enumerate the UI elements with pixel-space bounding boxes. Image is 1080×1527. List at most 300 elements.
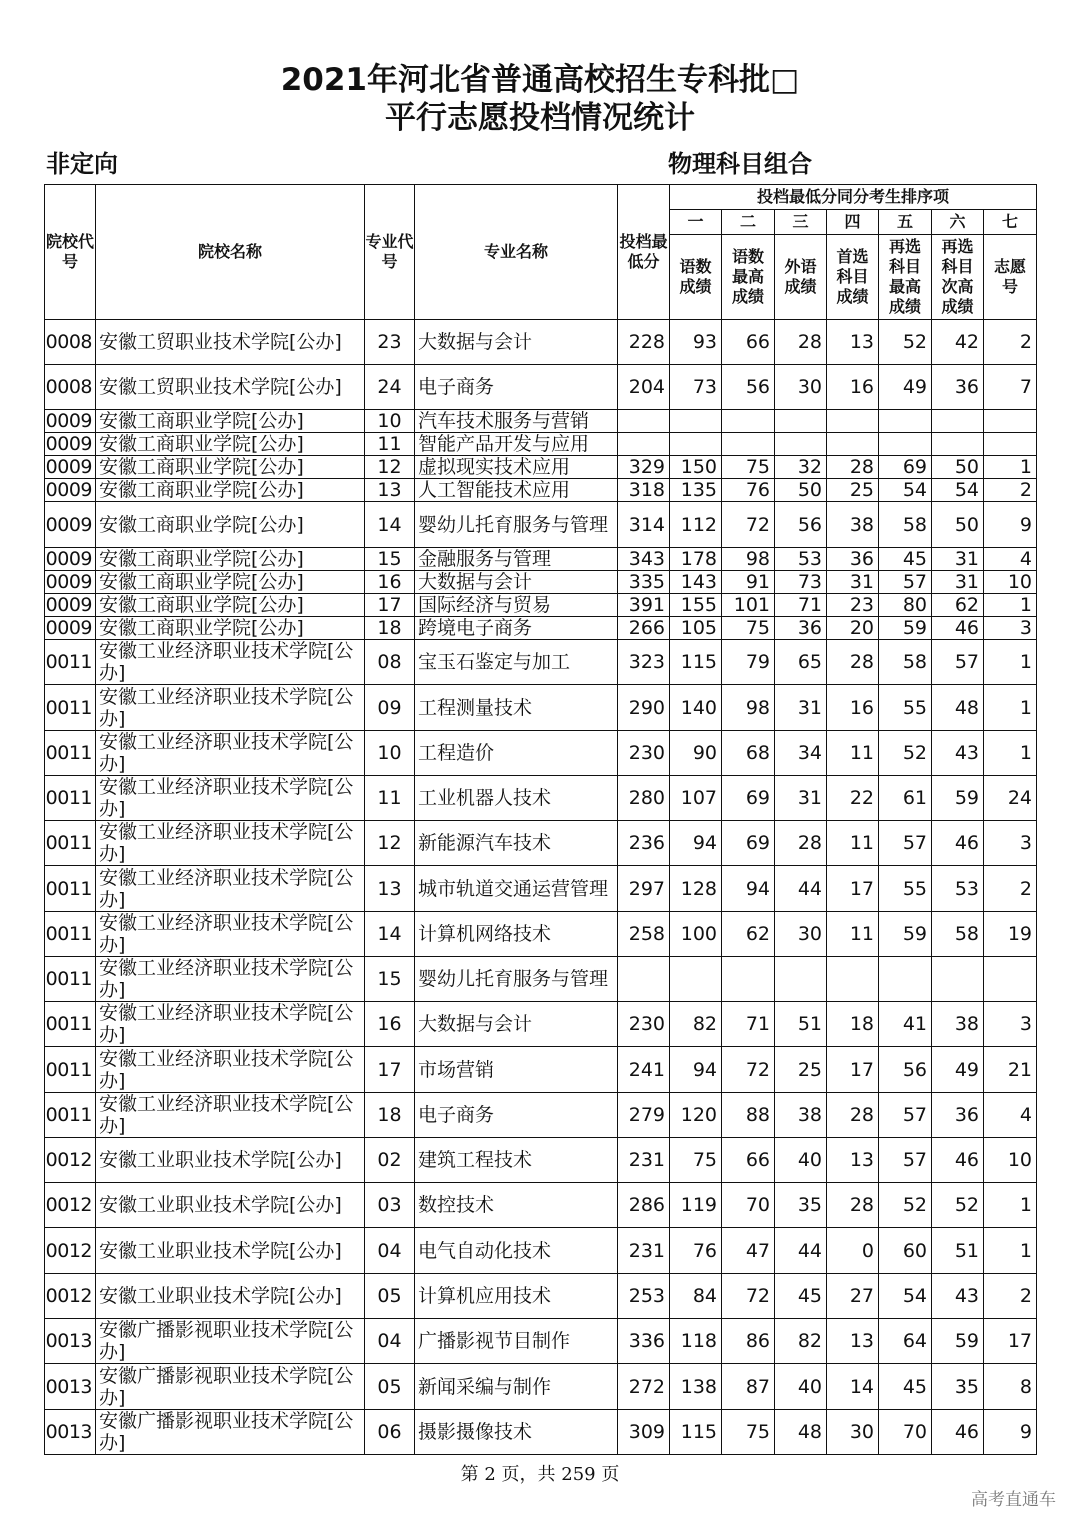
table-row [45,571,1037,594]
cell-school-code: 0011 [45,685,96,731]
cell-min-score: 343 [618,548,670,571]
cell-tiebreak-5: 55 [879,866,932,912]
cell-tiebreak-1: 94 [670,821,722,866]
cell-tiebreak-3 [775,957,827,1002]
cell-school-name: 安徽广播影视职业技术学院[公办] [96,1410,365,1455]
cell-school-name: 安徽工商职业学院[公办] [96,410,365,433]
cell-major-code: 10 [365,410,415,433]
cell-tiebreak-2: 66 [722,320,775,365]
cell-tiebreak-4: 23 [827,594,879,617]
cell-tiebreak-3: 38 [775,1093,827,1138]
cell-tiebreak-3: 28 [775,821,827,866]
cell-min-score: 290 [618,685,670,731]
table-row [45,912,1037,957]
cell-school-code: 0011 [45,776,96,821]
cell-major-code: 12 [365,456,415,479]
watermark: 高考直通车 [971,1490,1056,1510]
cell-tiebreak-6: 31 [932,548,984,571]
cell-tiebreak-3: 34 [775,731,827,776]
category-label: 非定向 [46,150,118,178]
cell-tiebreak-4 [827,957,879,1002]
cell-tiebreak-3: 31 [775,776,827,821]
cell-major-name: 国际经济与贸易 [415,594,618,617]
table-row [45,365,1037,410]
table-row [45,1138,1037,1183]
cell-major-code: 10 [365,731,415,776]
header-tiebreak-num: 五 [879,210,932,235]
cell-tiebreak-1: 76 [670,1228,722,1274]
table-row [45,1183,1037,1228]
cell-tiebreak-6: 49 [932,1047,984,1093]
cell-school-name: 安徽工业职业技术学院[公办] [96,1274,365,1319]
page-footer: 第 2 页，共 259 页 [460,1464,620,1485]
cell-min-score: 231 [618,1138,670,1183]
cell-school-name: 安徽工商职业学院[公办] [96,479,365,502]
cell-min-score: 253 [618,1274,670,1319]
cell-major-code: 16 [365,1002,415,1047]
cell-tiebreak-6: 36 [932,1093,984,1138]
cell-school-name: 安徽工业经济职业技术学院[公办] [96,1002,365,1047]
cell-major-code: 03 [365,1183,415,1228]
header-tiebreak-num: 七 [984,210,1037,235]
cell-major-code: 05 [365,1364,415,1410]
header-min-score: 投档最低分 [618,185,670,320]
cell-school-name: 安徽工业经济职业技术学院[公办] [96,912,365,957]
cell-min-score: 329 [618,456,670,479]
cell-tiebreak-6: 53 [932,866,984,912]
table-row [45,640,1037,685]
cell-tiebreak-6: 57 [932,640,984,685]
cell-tiebreak-1: 82 [670,1002,722,1047]
cell-min-score: 266 [618,617,670,640]
cell-tiebreak-1: 138 [670,1364,722,1410]
cell-tiebreak-1: 105 [670,617,722,640]
cell-tiebreak-2: 86 [722,1319,775,1364]
cell-tiebreak-2 [722,957,775,1002]
cell-tiebreak-1: 115 [670,1410,722,1455]
cell-school-name: 安徽工商职业学院[公办] [96,433,365,456]
cell-tiebreak-6 [932,410,984,433]
cell-tiebreak-7 [984,433,1037,456]
cell-school-code: 0013 [45,1410,96,1455]
cell-tiebreak-1: 155 [670,594,722,617]
cell-tiebreak-6: 46 [932,1138,984,1183]
cell-tiebreak-2: 79 [722,640,775,685]
cell-min-score [618,957,670,1002]
cell-school-name: 安徽工业经济职业技术学院[公办] [96,1093,365,1138]
cell-major-name: 计算机应用技术 [415,1274,618,1319]
cell-tiebreak-6: 36 [932,365,984,410]
cell-tiebreak-2: 71 [722,1002,775,1047]
cell-major-name: 婴幼儿托育服务与管理 [415,957,618,1002]
header-tiebreak-num: 二 [722,210,775,235]
header-tiebreak-num: 四 [827,210,879,235]
cell-tiebreak-7 [984,957,1037,1002]
cell-tiebreak-7: 10 [984,571,1037,594]
cell-tiebreak-5: 64 [879,1319,932,1364]
cell-tiebreak-4: 11 [827,731,879,776]
cell-tiebreak-1: 94 [670,1047,722,1093]
cell-major-code: 14 [365,502,415,548]
cell-school-name: 安徽工商职业学院[公办] [96,571,365,594]
cell-tiebreak-7: 4 [984,548,1037,571]
cell-major-code: 16 [365,571,415,594]
cell-tiebreak-4: 18 [827,1002,879,1047]
cell-major-code: 18 [365,1093,415,1138]
cell-tiebreak-3 [775,433,827,456]
cell-min-score [618,433,670,456]
cell-major-name: 工程测量技术 [415,685,618,731]
cell-min-score: 241 [618,1047,670,1093]
cell-tiebreak-2: 87 [722,1364,775,1410]
cell-tiebreak-6: 58 [932,912,984,957]
cell-tiebreak-5: 57 [879,821,932,866]
cell-tiebreak-2 [722,433,775,456]
cell-tiebreak-2: 69 [722,821,775,866]
cell-school-code: 0009 [45,433,96,456]
cell-school-code: 0013 [45,1364,96,1410]
cell-tiebreak-7: 3 [984,821,1037,866]
cell-tiebreak-2: 72 [722,1274,775,1319]
cell-major-code: 04 [365,1319,415,1364]
cell-major-code: 11 [365,776,415,821]
table-row [45,1364,1037,1410]
cell-min-score: 318 [618,479,670,502]
cell-tiebreak-3: 28 [775,320,827,365]
cell-tiebreak-5 [879,433,932,456]
cell-school-name: 安徽广播影视职业技术学院[公办] [96,1319,365,1364]
table-row [45,731,1037,776]
cell-tiebreak-3 [775,410,827,433]
cell-min-score: 335 [618,571,670,594]
cell-tiebreak-5: 49 [879,365,932,410]
cell-tiebreak-2: 76 [722,479,775,502]
cell-tiebreak-2: 98 [722,685,775,731]
cell-major-name: 婴幼儿托育服务与管理 [415,502,618,548]
cell-major-code: 23 [365,320,415,365]
header-tiebreak-label: 志愿号 [984,235,1037,320]
cell-school-name: 安徽工业职业技术学院[公办] [96,1228,365,1274]
cell-min-score: 228 [618,320,670,365]
cell-tiebreak-4: 11 [827,821,879,866]
cell-tiebreak-2: 75 [722,617,775,640]
cell-school-name: 安徽工业经济职业技术学院[公办] [96,640,365,685]
cell-tiebreak-1: 93 [670,320,722,365]
cell-min-score: 272 [618,1364,670,1410]
cell-school-code: 0009 [45,548,96,571]
cell-tiebreak-3: 50 [775,479,827,502]
cell-tiebreak-5: 57 [879,1138,932,1183]
cell-school-name: 安徽工贸职业技术学院[公办] [96,365,365,410]
cell-major-name: 虚拟现实技术应用 [415,456,618,479]
header-tiebreak-num: 六 [932,210,984,235]
cell-tiebreak-2: 72 [722,1047,775,1093]
cell-tiebreak-4: 31 [827,571,879,594]
cell-min-score: 279 [618,1093,670,1138]
table-row [45,1228,1037,1274]
cell-tiebreak-3: 53 [775,548,827,571]
cell-tiebreak-5: 60 [879,1228,932,1274]
cell-tiebreak-2: 75 [722,1410,775,1455]
cell-school-code: 0012 [45,1138,96,1183]
cell-tiebreak-6 [932,957,984,1002]
cell-tiebreak-4: 25 [827,479,879,502]
cell-school-code: 0012 [45,1183,96,1228]
cell-tiebreak-2: 66 [722,1138,775,1183]
cell-major-code: 05 [365,1274,415,1319]
header-tiebreak-label: 首选科目成绩 [827,235,879,320]
cell-tiebreak-6: 62 [932,594,984,617]
cell-tiebreak-1: 150 [670,456,722,479]
cell-tiebreak-1: 73 [670,365,722,410]
cell-tiebreak-1: 178 [670,548,722,571]
cell-school-code: 0011 [45,866,96,912]
header-school-code: 院校代号 [45,185,96,320]
table-row [45,821,1037,866]
cell-tiebreak-7: 21 [984,1047,1037,1093]
cell-tiebreak-1: 135 [670,479,722,502]
cell-major-name: 电子商务 [415,1093,618,1138]
header-tiebreak-label: 再选科目次高成绩 [932,235,984,320]
cell-school-name: 安徽工业经济职业技术学院[公办] [96,957,365,1002]
table-row [45,502,1037,548]
cell-tiebreak-7: 10 [984,1138,1037,1183]
cell-tiebreak-3: 48 [775,1410,827,1455]
cell-school-code: 0012 [45,1274,96,1319]
cell-tiebreak-4: 17 [827,1047,879,1093]
cell-tiebreak-7: 3 [984,617,1037,640]
cell-tiebreak-5: 57 [879,1093,932,1138]
cell-tiebreak-1 [670,410,722,433]
cell-tiebreak-6: 35 [932,1364,984,1410]
cell-tiebreak-3: 56 [775,502,827,548]
cell-major-name: 新闻采编与制作 [415,1364,618,1410]
cell-school-name: 安徽工业经济职业技术学院[公办] [96,776,365,821]
cell-major-name: 城市轨道交通运营管理 [415,866,618,912]
cell-tiebreak-6: 48 [932,685,984,731]
cell-min-score: 230 [618,731,670,776]
table-row [45,957,1037,1002]
cell-tiebreak-5: 56 [879,1047,932,1093]
cell-school-name: 安徽工业经济职业技术学院[公办] [96,821,365,866]
cell-school-name: 安徽工贸职业技术学院[公办] [96,320,365,365]
cell-tiebreak-4: 14 [827,1364,879,1410]
cell-tiebreak-3: 82 [775,1319,827,1364]
cell-school-name: 安徽工业经济职业技术学院[公办] [96,731,365,776]
cell-tiebreak-4: 22 [827,776,879,821]
cell-major-name: 市场营销 [415,1047,618,1093]
cell-school-name: 安徽工业经济职业技术学院[公办] [96,685,365,731]
cell-tiebreak-4: 27 [827,1274,879,1319]
cell-tiebreak-6: 54 [932,479,984,502]
cell-tiebreak-1: 115 [670,640,722,685]
title-line-1: 2021年河北省普通高校招生专科批□ [280,62,800,98]
cell-tiebreak-3: 73 [775,571,827,594]
cell-school-name: 安徽工商职业学院[公办] [96,617,365,640]
cell-school-code: 0011 [45,731,96,776]
subject-combination-label: 物理科目组合 [668,150,812,178]
cell-tiebreak-3: 71 [775,594,827,617]
cell-tiebreak-1: 90 [670,731,722,776]
cell-tiebreak-4 [827,410,879,433]
cell-tiebreak-1: 143 [670,571,722,594]
header-tiebreak-label: 语数最高成绩 [722,235,775,320]
cell-tiebreak-4: 28 [827,1183,879,1228]
cell-major-name: 大数据与会计 [415,571,618,594]
cell-tiebreak-1: 107 [670,776,722,821]
cell-tiebreak-6: 51 [932,1228,984,1274]
cell-tiebreak-7: 9 [984,502,1037,548]
cell-tiebreak-2: 68 [722,731,775,776]
cell-tiebreak-7: 2 [984,479,1037,502]
cell-tiebreak-5: 69 [879,456,932,479]
title-line-2: 平行志愿投档情况统计 [385,100,695,136]
table-row [45,479,1037,502]
cell-school-name: 安徽广播影视职业技术学院[公办] [96,1364,365,1410]
cell-tiebreak-5: 58 [879,640,932,685]
table-header [45,185,1037,320]
cell-min-score: 309 [618,1410,670,1455]
cell-tiebreak-4: 16 [827,685,879,731]
cell-tiebreak-7: 1 [984,731,1037,776]
cell-tiebreak-5: 57 [879,571,932,594]
cell-tiebreak-3: 25 [775,1047,827,1093]
cell-tiebreak-4: 11 [827,912,879,957]
cell-tiebreak-7: 1 [984,456,1037,479]
table-row [45,433,1037,456]
cell-major-name: 智能产品开发与应用 [415,433,618,456]
cell-tiebreak-4: 17 [827,866,879,912]
cell-tiebreak-2: 101 [722,594,775,617]
cell-tiebreak-6: 46 [932,821,984,866]
cell-tiebreak-6: 31 [932,571,984,594]
cell-tiebreak-7 [984,410,1037,433]
cell-school-name: 安徽工商职业学院[公办] [96,548,365,571]
cell-school-code: 0008 [45,320,96,365]
cell-tiebreak-5 [879,410,932,433]
cell-tiebreak-3: 40 [775,1364,827,1410]
cell-major-code: 14 [365,912,415,957]
cell-tiebreak-5: 52 [879,320,932,365]
table-row [45,1319,1037,1364]
header-school-name: 院校名称 [96,185,365,320]
cell-tiebreak-1 [670,433,722,456]
cell-tiebreak-5: 59 [879,617,932,640]
table-row [45,1093,1037,1138]
table-row [45,1274,1037,1319]
cell-tiebreak-1: 112 [670,502,722,548]
cell-tiebreak-2: 94 [722,866,775,912]
cell-min-score: 336 [618,1319,670,1364]
table-row [45,1047,1037,1093]
cell-tiebreak-4: 13 [827,1319,879,1364]
cell-tiebreak-3: 35 [775,1183,827,1228]
cell-major-name: 电气自动化技术 [415,1228,618,1274]
cell-tiebreak-6: 46 [932,617,984,640]
cell-tiebreak-7: 1 [984,640,1037,685]
cell-major-name: 建筑工程技术 [415,1138,618,1183]
cell-tiebreak-7: 1 [984,1183,1037,1228]
cell-major-name: 工业机器人技术 [415,776,618,821]
cell-tiebreak-1: 119 [670,1183,722,1228]
cell-tiebreak-5: 45 [879,1364,932,1410]
header-tiebreak-num: 三 [775,210,827,235]
cell-major-code: 15 [365,957,415,1002]
cell-tiebreak-5: 59 [879,912,932,957]
header-major-code: 专业代号 [365,185,415,320]
cell-major-code: 04 [365,1228,415,1274]
cell-school-code: 0009 [45,456,96,479]
cell-tiebreak-2: 91 [722,571,775,594]
header-tiebreak-group: 投档最低分同分考生排序项 [670,185,1037,210]
cell-school-code: 0008 [45,365,96,410]
cell-school-code: 0009 [45,479,96,502]
cell-tiebreak-5: 41 [879,1002,932,1047]
cell-min-score: 230 [618,1002,670,1047]
cell-tiebreak-2: 47 [722,1228,775,1274]
cell-major-name: 数控技术 [415,1183,618,1228]
cell-tiebreak-6: 52 [932,1183,984,1228]
cell-school-code: 0011 [45,912,96,957]
table-row [45,1410,1037,1455]
cell-major-code: 13 [365,866,415,912]
cell-major-name: 宝玉石鉴定与加工 [415,640,618,685]
cell-tiebreak-6: 43 [932,731,984,776]
cell-min-score [618,410,670,433]
cell-tiebreak-3: 65 [775,640,827,685]
cell-tiebreak-5: 80 [879,594,932,617]
cell-tiebreak-5: 52 [879,1183,932,1228]
cell-school-code: 0011 [45,640,96,685]
cell-school-code: 0011 [45,821,96,866]
cell-tiebreak-5: 54 [879,1274,932,1319]
cell-major-code: 17 [365,594,415,617]
cell-tiebreak-7: 19 [984,912,1037,957]
header-major-name: 专业名称 [415,185,618,320]
cell-school-code: 0009 [45,571,96,594]
cell-tiebreak-7: 17 [984,1319,1037,1364]
cell-tiebreak-4: 28 [827,1093,879,1138]
header-tiebreak-label: 语数成绩 [670,235,722,320]
cell-tiebreak-2 [722,410,775,433]
cell-tiebreak-2: 98 [722,548,775,571]
cell-tiebreak-6: 50 [932,502,984,548]
table-body [45,320,1037,1455]
cell-tiebreak-3: 40 [775,1138,827,1183]
cell-major-code: 12 [365,821,415,866]
cell-major-code: 15 [365,548,415,571]
header-tiebreak-num: 一 [670,210,722,235]
cell-major-code: 24 [365,365,415,410]
cell-min-score: 391 [618,594,670,617]
cell-major-code: 09 [365,685,415,731]
cell-school-code: 0011 [45,1002,96,1047]
table-row [45,866,1037,912]
cell-school-name: 安徽工业经济职业技术学院[公办] [96,1047,365,1093]
cell-major-code: 06 [365,1410,415,1455]
admission-table [44,184,1037,1455]
cell-school-name: 安徽工业职业技术学院[公办] [96,1138,365,1183]
table-row [45,410,1037,433]
cell-min-score: 280 [618,776,670,821]
cell-tiebreak-7: 7 [984,365,1037,410]
cell-tiebreak-6: 42 [932,320,984,365]
table-row [45,594,1037,617]
cell-tiebreak-2: 69 [722,776,775,821]
cell-major-name: 人工智能技术应用 [415,479,618,502]
cell-min-score: 314 [618,502,670,548]
cell-major-name: 摄影摄像技术 [415,1410,618,1455]
